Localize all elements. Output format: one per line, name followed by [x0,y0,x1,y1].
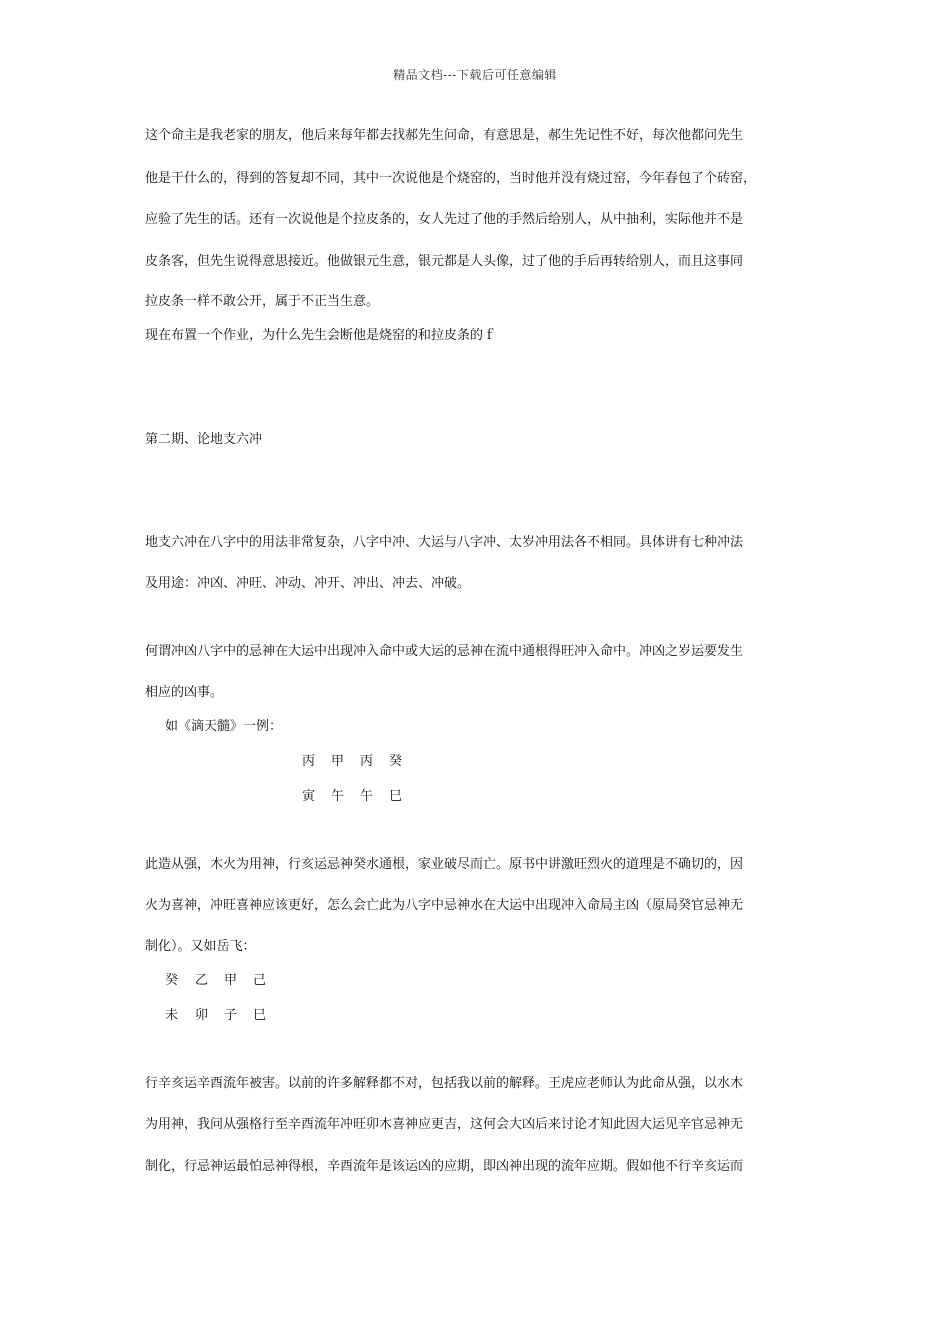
stem-char: 甲 [331,754,345,769]
stem-char: 丙 [360,754,374,769]
stem-char: 癸 [165,973,179,988]
paragraph-line: 应验了先生的话。还有一次说他是个拉皮条的，女人先过了他的手然后给别人，从中抽利，实际他并不是 [145,212,744,227]
paragraph-line: 制化）。又如岳飞： [145,939,256,954]
stem-char: 乙 [195,973,209,988]
stem-char: 己 [253,973,267,988]
paragraph-line: 行辛亥运辛酉流年被害。以前的许多解释都不对，包括我以前的解释。王虎应老师认为此命从强，以水木 [145,1076,744,1091]
branch-char: 午 [331,789,345,804]
paragraph-line: 拉皮条一样不敢公开，属于不正当生意。 [145,294,380,309]
paragraph-line: 制化，行忌神运最怕忌神得根，辛酉流年是该运凶的应期，即凶神出现的流年应期。假如他不行辛亥运而 [145,1159,744,1174]
paragraph-line: 这个命主是我老家的朋友，他后来每年都去找郝先生问命，有意思是，郝生先记性不好，每次他都问先生 [145,128,744,143]
paragraph-line: 及用途：冲凶、冲旺、冲动、冲开、冲出、冲去、冲破。 [145,576,471,591]
paragraph-line: 皮条客，但先生说得意思接近。他做银元生意，银元都是人头像，过了他的手后再转给别人，而且这事同 [145,254,744,269]
stem-char: 癸 [389,754,403,769]
branch-char: 卯 [195,1008,209,1023]
paragraph-line: 此造从强，木火为用神，行亥运忌神癸水通根，家业破尽而亡。原书中讲激旺烈火的道理是不确切的，因 [145,857,744,872]
paragraph-line: 他是干什么的，得到的答复却不同，其中一次说他是个烧窑的，当时他并没有烧过窑，今年春包了个砖窑， [145,171,757,186]
example-intro: 如《滴天髓》一例： [165,719,283,734]
branch-char: 巳 [253,1008,267,1023]
stem-char: 丙 [302,754,316,769]
branch-char: 巳 [389,789,403,804]
paragraph-line: 相应的凶事。 [145,685,224,700]
branch-char: 子 [224,1008,238,1023]
paragraph-line: 地支六冲在八字中的用法非常复杂，八字中冲、大运与八字冲、太岁冲用法各不相同。具体讲有七种冲法 [145,535,744,550]
paragraph-line: 现在布置一个作业，为什么先生会断他是烧窑的和拉皮条的ｆ [145,328,497,343]
paragraph-line: 何谓冲凶八字中的忌神在大运中出现冲入命中或大运的忌神在流中通根得旺冲入命中。冲凶之岁运要发生 [145,644,744,659]
branch-char: 未 [165,1008,179,1023]
paragraph-line: 为用神，我问从强格行至辛酉流年冲旺卯木喜神应更吉，这何会大凶后来讨论才知此因大运见辛官忌神无 [145,1117,744,1132]
branch-char: 午 [360,789,374,804]
paragraph-line: 火为喜神，冲旺喜神应该更好，怎么会亡此为八字中忌神水在大运中出现冲入命局主凶（原局癸官忌神无 [145,898,744,913]
section-heading: 第二期、论地支六冲 [145,432,263,447]
stem-char: 甲 [224,973,238,988]
branch-char: 寅 [302,789,316,804]
page-header: 精品文档---下载后可任意编辑 [393,68,557,82]
